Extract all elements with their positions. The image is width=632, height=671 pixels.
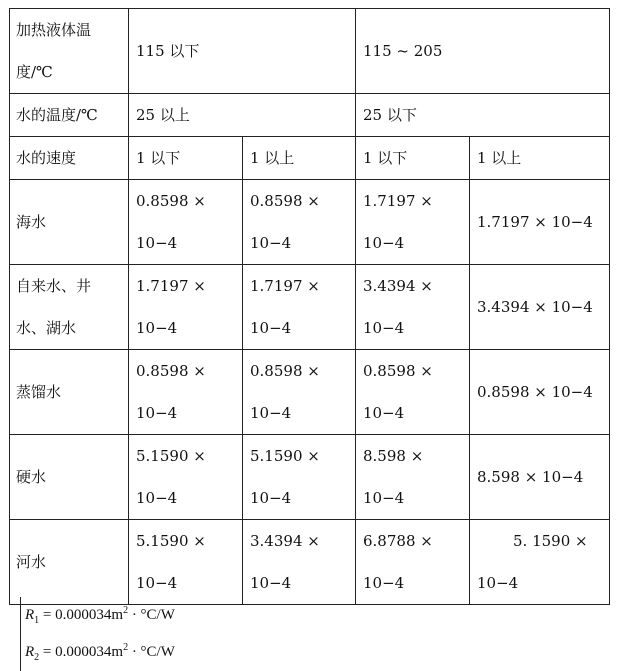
table-cell: 5.1590 × 10−4 [243, 435, 356, 520]
table-cell: 1.7197 × 10−4 [470, 180, 610, 265]
table-row [10, 350, 610, 435]
row-label-tap-well-lake-water: 自来水、井 水、湖水 [10, 265, 129, 350]
formula-r1: $R_1 = 0.000034m^2 \cdot ^\circ C/W$ [25, 605, 175, 626]
formula-r2: $R_2 = 0.000034m^2 \cdot ^\circ C/W$ [25, 642, 175, 663]
header-cell-speed: 1 以上 [243, 137, 356, 180]
table-row [10, 9, 610, 94]
table-row [10, 180, 610, 265]
table-cell: 0.8598 × 10−4 [129, 180, 243, 265]
header-cell-water-speed: 水的速度 [10, 137, 129, 180]
fouling-resistance-table [9, 8, 610, 605]
table-row [10, 520, 610, 605]
table-cell: 1.7197 × 10−4 [356, 180, 470, 265]
resistance-formulas [20, 597, 175, 671]
table-cell: 1.7197 × 10−4 [243, 265, 356, 350]
table-cell: 5.1590 × 10−4 [129, 520, 243, 605]
row-label-seawater: 海水 [10, 180, 129, 265]
table-cell: 1.7197 × 10−4 [129, 265, 243, 350]
header-cell-speed: 1 以下 [356, 137, 470, 180]
row-label-distilled-water: 蒸馏水 [10, 350, 129, 435]
table-row [10, 94, 610, 137]
table-cell: 3.4394 × 10−4 [470, 265, 610, 350]
table-cell: 0.8598 × 10−4 [129, 350, 243, 435]
table-cell: 5.1590 × 10−4 [129, 435, 243, 520]
table-cell: 6.8788 × 10−4 [356, 520, 470, 605]
table-cell: 0.8598 × 10−4 [243, 180, 356, 265]
table-cell: 3.4394 × 10−4 [356, 265, 470, 350]
row-label-hard-water: 硬水 [10, 435, 129, 520]
table-cell: 8.598 × 10−4 [356, 435, 470, 520]
header-cell-range-b: 115 ~ 205 [356, 9, 610, 94]
header-cell-water-temp: 水的温度/℃ [10, 94, 129, 137]
table-row [10, 435, 610, 520]
table-row [10, 137, 610, 180]
table-cell: 3.4394 × 10−4 [243, 520, 356, 605]
header-cell-liquid-temp: 加热液体温 度/℃ [10, 9, 129, 94]
table-row [10, 265, 610, 350]
header-cell-range-a: 115 以下 [129, 9, 356, 94]
table-cell: 8.598 × 10−4 [470, 435, 610, 520]
table-cell: 0.8598 × 10−4 [470, 350, 610, 435]
header-cell-speed: 1 以上 [470, 137, 610, 180]
row-label-river-water: 河水 [10, 520, 129, 605]
table-cell: 0.8598 × 10−4 [243, 350, 356, 435]
header-cell-water-temp-b: 25 以下 [356, 94, 610, 137]
header-cell-speed: 1 以下 [129, 137, 243, 180]
header-cell-water-temp-a: 25 以上 [129, 94, 356, 137]
table-cell: 5. 1590 × 10−4 [470, 520, 610, 605]
table-cell: 0.8598 × 10−4 [356, 350, 470, 435]
